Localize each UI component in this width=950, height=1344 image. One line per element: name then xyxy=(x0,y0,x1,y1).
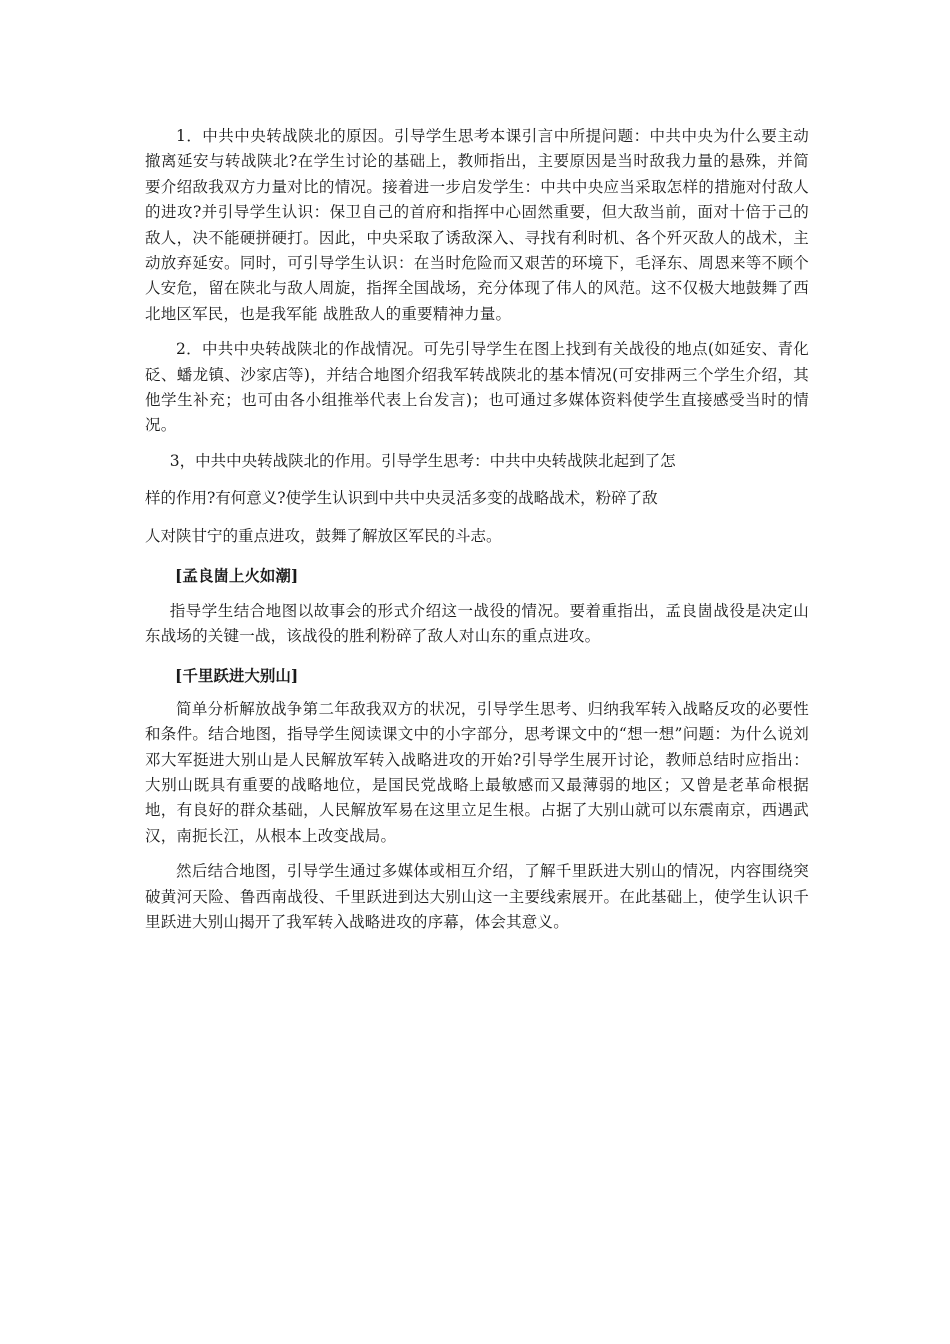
paragraph-role-line-1: 3，中共中央转战陕北的作用。引导学生思考：中共中央转战陕北起到了怎 xyxy=(169,451,676,470)
paragraph-reason-for-transfer: 1．中共中央转战陕北的原因。引导学生思考本课引言中所提问题：中共中央为什么要主动撤离延安与转战陕北?在学生讨论的基础上，教师指出，主要原因是当时敌我力量的悬殊，并简要介绍敌我双方力量对比的情况。接着进一步启发学生：中共中央应当采取怎样的措施对付敌人的进攻?并引导学生认识：保卫自己的首府和指挥中心固然重要，但大敌当前，面对十倍于己的敌人，决不能硬拼硬打。因此，中央采取了诱敌深入、寻找有利时机、各个歼灭敌人的战术，主动放弃延安。同时，可引导学生认识：在当时危险而又艰苦的环境下，毛泽东、周恩来等不顾个人安危，留在陕北与敌人周旋，指挥全国战场，充分体现了伟人的风范。这不仅极大地鼓舞了西北地区军民，也是我军能 战胜敌人的重要精神力量。 xyxy=(145,127,809,323)
paragraph-dabieshan-summary: 然后结合地图，引导学生通过多媒体或相互介绍，了解千里跃进大别山的情况，内容围绕突破黄河天险、鲁西南战役、千里跃进到达大别山这一主要线索展开。在此基础上，使学生认识千里跃进大别山揭开了我军转入战略进攻的序幕，体会其意义。 xyxy=(145,862,809,931)
paragraph-dabieshan-analysis: 简单分析解放战争第二年敌我双方的状况，引导学生思考、归纳我军转入战略反攻的必要性和条件。结合地图，指导学生阅读课文中的小字部分，思考课文中的“想一想”问题：为什么说刘邓大军挺进大别山是人民解放军转入战略进攻的开始?引导学生展开讨论，教师总结时应指出：大别山既具有重要的战略地位，是国民党战略上最敏感而又最薄弱的地区；又曾是老革命根据地，有良好的群众基础，人民解放军易在这里立足生根。占据了大别山就可以东震南京，西遇武汉，南扼长江，从根本上改变战局。 xyxy=(145,699,809,845)
section-heading-menglianggu: [孟良崮上火如潮] xyxy=(175,566,299,586)
document-body xyxy=(145,124,809,935)
paragraph-menglianggu: 指导学生结合地图以故事会的形式介绍这一战役的情况。要着重指出，孟良崮战役是决定山东战场的关键一战，该战役的胜利粉碎了敌人对山东的重点进攻。 xyxy=(145,601,809,645)
paragraph-role-line-2: 样的作用?有何意义?使学生认识到中共中央灵活多变的战略战术，粉碎了敌 xyxy=(145,489,658,508)
paragraph-role-line-3: 人对陕甘宁的重点进攻，鼓舞了解放区军民的斗志。 xyxy=(145,526,502,545)
paragraph-combat-situation: 2．中共中央转战陕北的作战情况。可先引导学生在图上找到有关战役的地点(如延安、青化砭、蟠龙镇、沙家店等)，并结合地图介绍我军转战陕北的基本情况(可安排两三个学生介绍，其他学生补充；也可由各小组推举代表上台发言)；也可通过多媒体资料使学生直接感受当时的情况。 xyxy=(145,340,809,435)
section-heading-dabieshan: [千里跃进大别山] xyxy=(175,666,299,686)
